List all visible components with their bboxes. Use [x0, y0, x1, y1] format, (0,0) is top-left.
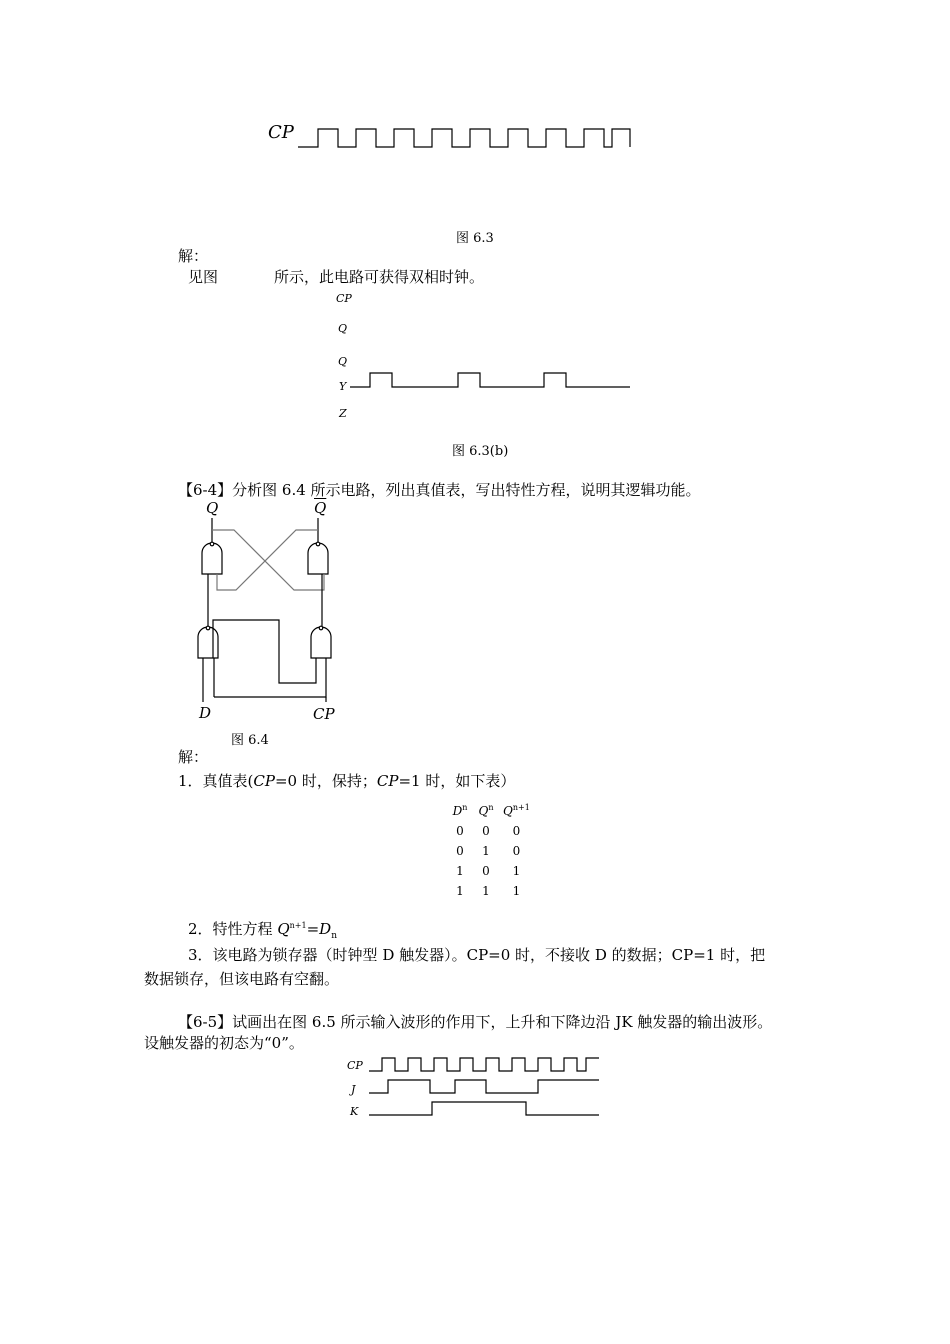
solution64-heading: 解： [178, 748, 209, 766]
fig65-cp-waveform [369, 1058, 599, 1071]
header-qn: $Q^n$ [478, 803, 494, 818]
solution-heading: 解： [178, 247, 209, 265]
fig64-qbar-label: $\overline{Q}$ [314, 499, 327, 517]
solution-line-b: 所示，此电路可获得双相时钟。 [274, 268, 485, 286]
fig63-cp-label: CP [268, 122, 294, 143]
fig65-cp-label: CP [347, 1059, 363, 1072]
table-row: 1 1 1 [456, 884, 521, 898]
fig63b-z-label: Z [339, 407, 347, 420]
fig63b-y-label: Y [339, 380, 347, 393]
table-row: 0 0 0 [456, 824, 521, 838]
fig64-q-label: Q [206, 499, 219, 517]
fig65-j-label: J [351, 1083, 356, 1096]
fig64-cp-label: CP [313, 705, 335, 723]
problem-65-line2: 设触发器的初态为“0”。 [144, 1034, 304, 1052]
solution64-item3-line1: 3．该电路为锁存器（时钟型 D 触发器）。CP=0 时，不接收 D 的数据；CP=1 时，把 [188, 946, 766, 964]
table-row: 0 1 0 [456, 844, 521, 858]
item2-d: D [319, 920, 332, 938]
solution64-item3-line2: 数据锁存，但该电路有空翻。 [144, 970, 340, 988]
item2-sub: n [331, 931, 337, 941]
fig63b-cp-label: CP [336, 292, 352, 305]
fig63b-caption: 图 6.3(b) [452, 444, 509, 459]
problem-64-text: 【6-4】分析图 6.4 所示电路，列出真值表，写出特性方程，说明其逻辑功能。 [178, 481, 701, 499]
fig64-caption: 图 6.4 [231, 733, 269, 748]
item2-q: Q [277, 920, 290, 938]
fig63b-q-label: Q [338, 322, 348, 335]
fig63-caption: 图 6.3 [456, 231, 494, 246]
header-qn1: $Q^{n+1}$ [503, 803, 530, 818]
item2-eq: = [306, 920, 320, 938]
solution-line-a: 见图 [188, 268, 219, 286]
problem-65-line1: 【6-5】试画出在图 6.5 所示输入波形的作用下，上升和下降边沿 JK 触发器的输出波形。 [178, 1013, 773, 1031]
table-row: 1 0 1 [456, 864, 521, 878]
item1-post: =1 时，如下表） [398, 772, 516, 790]
fig65-k-label: K [350, 1105, 359, 1118]
item2-sup: n+1 [289, 921, 307, 930]
item1-cp2: CP [376, 772, 399, 790]
fig65-j-waveform [369, 1080, 599, 1093]
item1-cp1: CP [253, 772, 275, 790]
header-d: $D^n$ [452, 803, 468, 818]
item1-mid: =0 时，保持； [274, 772, 377, 790]
fig63b-q2-label: Q [338, 355, 348, 368]
fig65-k-waveform [369, 1102, 599, 1115]
item1-pre: 1．真值表( [178, 772, 254, 790]
item2-pre: 2．特性方程 [188, 920, 278, 938]
fig64-d-label: D [199, 704, 212, 722]
